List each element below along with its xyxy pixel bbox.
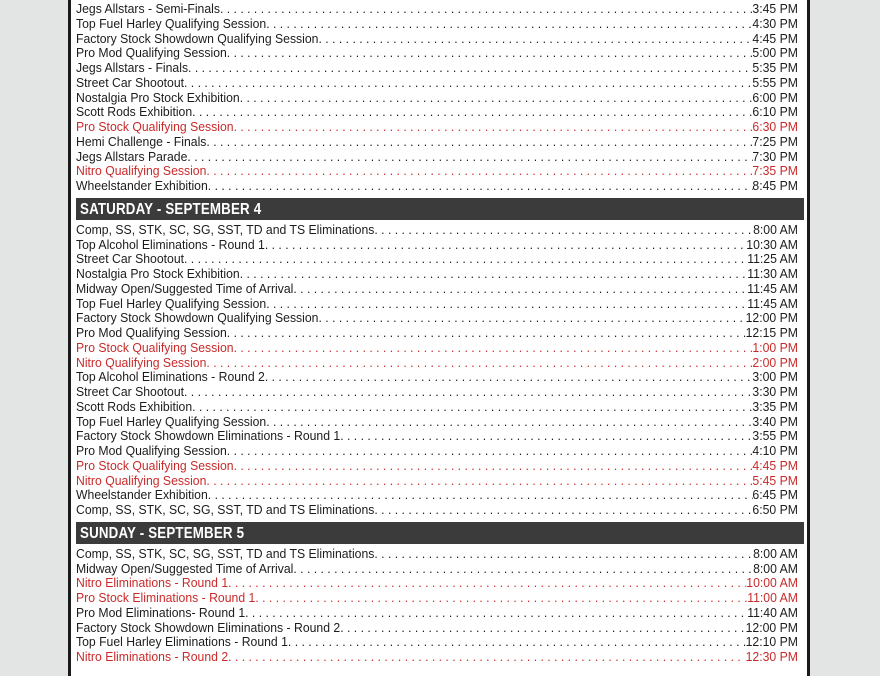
dot-leader xyxy=(266,17,752,32)
schedule-row xyxy=(76,17,798,32)
event-name: Jegs Allstars - Semi-Finals xyxy=(76,2,220,16)
day-header-sunday xyxy=(76,522,804,544)
schedule-row xyxy=(76,282,798,297)
event-name: Comp, SS, STK, SC, SG, SST, TD and TS Eliminations xyxy=(76,503,375,517)
event-time: 11:25 AM xyxy=(747,252,798,267)
event-name: Pro Mod Qualifying Session xyxy=(76,46,227,61)
event-name: Pro Stock Qualifying Session xyxy=(76,340,234,355)
dot-leader xyxy=(318,32,752,47)
event-time: 10:30 AM xyxy=(746,237,798,252)
event-name: Pro Mod Eliminations- Round 1 xyxy=(76,605,246,620)
dot-leader xyxy=(288,635,746,650)
event-name: Nostalgia Pro Stock Exhibition xyxy=(76,267,240,281)
event-name: Wheelstander Exhibition xyxy=(76,488,208,503)
dot-leader xyxy=(192,400,752,415)
event-schedule xyxy=(76,2,804,665)
schedule-row xyxy=(76,252,798,267)
dot-leader xyxy=(240,267,747,282)
schedule-row xyxy=(76,474,798,489)
schedule-row xyxy=(76,429,798,444)
schedule-row xyxy=(76,135,798,150)
event-time: 6:45 PM xyxy=(752,488,798,503)
schedule-row xyxy=(76,591,798,606)
event-name: Jegs Allstars Parade xyxy=(76,149,188,164)
event-time: 3:35 PM xyxy=(752,399,798,414)
event-time: 11:00 AM xyxy=(747,591,798,605)
event-time: 1:00 PM xyxy=(752,340,798,355)
schedule-row xyxy=(76,562,798,577)
schedule-row xyxy=(76,61,798,76)
event-name: Comp, SS, STK, SC, SG, SST, TD and TS Eliminations xyxy=(76,222,375,237)
event-name: Pro Stock Qualifying Session xyxy=(76,120,234,134)
dot-leader xyxy=(234,341,753,356)
event-time: 6:00 PM xyxy=(752,90,798,105)
event-name: Top Fuel Harley Qualifying Session xyxy=(76,414,267,429)
event-name: Street Car Shootout xyxy=(76,385,185,399)
schedule-row xyxy=(76,415,798,430)
schedule-row xyxy=(76,223,798,238)
dot-leader xyxy=(293,282,747,297)
dot-leader xyxy=(184,76,752,91)
friday-event-list xyxy=(76,2,804,194)
event-name: Top Fuel Harley Qualifying Session xyxy=(76,296,267,311)
event-name: Factory Stock Showdown Qualifying Session xyxy=(76,311,319,326)
dot-leader xyxy=(374,503,752,518)
dot-leader xyxy=(318,311,745,326)
event-time: 3:00 PM xyxy=(752,370,798,385)
schedule-row xyxy=(76,105,798,120)
dot-leader xyxy=(206,356,752,371)
dot-leader xyxy=(340,621,745,636)
schedule-row xyxy=(76,606,798,621)
event-name: Scott Rods Exhibition xyxy=(76,105,193,120)
event-name: Jegs Allstars - Finals xyxy=(76,61,189,75)
event-time: 10:00 AM xyxy=(746,576,798,591)
event-time: 11:45 AM xyxy=(747,296,798,311)
dot-leader xyxy=(228,650,745,665)
event-time: 7:30 PM xyxy=(752,149,798,164)
event-name: Nitro Qualifying Session xyxy=(76,473,207,488)
event-name: Comp, SS, STK, SC, SG, SST, TD and TS Eliminations xyxy=(76,546,375,561)
event-time: 8:00 AM xyxy=(753,222,798,237)
event-time: 12:15 PM xyxy=(745,326,798,340)
event-time: 3:30 PM xyxy=(752,385,798,399)
event-name: Top Alcohol Eliminations - Round 2 xyxy=(76,370,265,385)
schedule-row xyxy=(76,444,798,459)
dot-leader xyxy=(206,135,752,150)
event-time: 6:50 PM xyxy=(752,503,798,517)
schedule-row xyxy=(76,488,798,503)
dot-leader xyxy=(187,150,752,165)
day-title: SATURDAY - SEPTEMBER 4 xyxy=(80,200,262,218)
event-time: 3:40 PM xyxy=(752,414,798,429)
event-time: 11:30 AM xyxy=(747,267,798,281)
dot-leader xyxy=(266,297,747,312)
dot-leader xyxy=(293,562,753,577)
event-time: 4:30 PM xyxy=(752,16,798,31)
sunday-event-list xyxy=(76,547,804,665)
event-name: Pro Stock Qualifying Session xyxy=(76,458,234,473)
event-name: Pro Stock Eliminations - Round 1 xyxy=(76,591,256,605)
event-time: 7:35 PM xyxy=(752,164,798,179)
schedule-row xyxy=(76,311,798,326)
event-name: Midway Open/Suggested Time of Arrival xyxy=(76,561,294,576)
event-time: 11:45 AM xyxy=(747,281,798,296)
event-name: Street Car Shootout xyxy=(76,75,185,90)
event-name: Scott Rods Exhibition xyxy=(76,399,193,414)
schedule-row xyxy=(76,459,798,474)
event-time: 4:45 PM xyxy=(752,458,798,473)
dot-leader xyxy=(234,459,753,474)
dot-leader xyxy=(240,91,753,106)
schedule-row xyxy=(76,297,798,312)
dot-leader xyxy=(227,444,753,459)
schedule-row xyxy=(76,503,798,518)
schedule-row xyxy=(76,238,798,253)
event-time: 8:00 AM xyxy=(753,546,798,561)
dot-leader xyxy=(192,105,752,120)
schedule-row xyxy=(76,32,798,47)
event-time: 11:40 AM xyxy=(747,605,798,620)
schedule-row xyxy=(76,267,798,282)
schedule-row xyxy=(76,650,798,665)
schedule-row xyxy=(76,179,798,194)
event-time: 4:10 PM xyxy=(752,444,798,458)
dot-leader xyxy=(340,429,752,444)
event-time: 5:00 PM xyxy=(752,46,798,61)
schedule-row xyxy=(76,385,798,400)
event-time: 12:00 PM xyxy=(745,311,798,326)
event-time: 12:10 PM xyxy=(745,635,798,650)
saturday-event-list xyxy=(76,223,804,518)
event-time: 6:30 PM xyxy=(752,120,798,134)
schedule-row xyxy=(76,635,798,650)
event-name: Nitro Qualifying Session xyxy=(76,355,207,370)
event-name: Factory Stock Showdown Qualifying Session xyxy=(76,31,319,46)
day-header-saturday xyxy=(76,198,804,220)
schedule-row xyxy=(76,356,798,371)
dot-leader xyxy=(208,488,753,503)
dot-leader xyxy=(234,120,753,135)
dot-leader xyxy=(184,385,752,400)
event-name: Nitro Eliminations - Round 2 xyxy=(76,650,229,664)
event-name: Top Fuel Harley Eliminations - Round 1 xyxy=(76,635,288,650)
dot-leader xyxy=(206,474,752,489)
event-time: 8:00 AM xyxy=(753,561,798,576)
event-time: 5:55 PM xyxy=(752,75,798,90)
dot-leader xyxy=(265,370,753,385)
event-time: 3:55 PM xyxy=(752,429,798,444)
dot-leader xyxy=(227,326,746,341)
event-time: 8:45 PM xyxy=(752,179,798,193)
day-title: SUNDAY - SEPTEMBER 5 xyxy=(80,524,245,542)
schedule-row xyxy=(76,46,798,61)
schedule-row xyxy=(76,326,798,341)
event-name: Pro Mod Qualifying Session xyxy=(76,326,227,340)
dot-leader xyxy=(374,547,753,562)
event-name: Nostalgia Pro Stock Exhibition xyxy=(76,90,240,105)
dot-leader xyxy=(374,223,753,238)
event-time: 4:45 PM xyxy=(752,31,798,46)
schedule-row xyxy=(76,576,798,591)
dot-leader xyxy=(245,606,747,621)
dot-leader xyxy=(228,576,746,591)
event-name: Pro Mod Qualifying Session xyxy=(76,444,227,458)
dot-leader xyxy=(220,2,752,17)
event-time: 7:25 PM xyxy=(752,134,798,149)
event-time: 2:00 PM xyxy=(752,355,798,370)
event-name: Hemi Challenge - Finals xyxy=(76,134,207,149)
schedule-row xyxy=(76,621,798,636)
dot-leader xyxy=(227,46,753,61)
dot-leader xyxy=(206,164,752,179)
event-name: Top Fuel Harley Qualifying Session xyxy=(76,16,267,31)
event-time: 5:45 PM xyxy=(752,473,798,488)
dot-leader xyxy=(208,179,753,194)
dot-leader xyxy=(184,252,747,267)
event-time: 6:10 PM xyxy=(752,105,798,120)
schedule-row xyxy=(76,76,798,91)
event-name: Top Alcohol Eliminations - Round 1 xyxy=(76,237,265,252)
event-time: 12:00 PM xyxy=(745,620,798,635)
dot-leader xyxy=(255,591,747,606)
schedule-row xyxy=(76,120,798,135)
schedule-row xyxy=(76,341,798,356)
event-name: Nitro Qualifying Session xyxy=(76,164,207,179)
dot-leader xyxy=(265,238,746,253)
schedule-row xyxy=(76,547,798,562)
event-name: Street Car Shootout xyxy=(76,252,185,267)
schedule-row xyxy=(76,164,798,179)
event-time: 12:30 PM xyxy=(745,650,798,664)
dot-leader xyxy=(266,415,752,430)
schedule-row xyxy=(76,400,798,415)
schedule-row xyxy=(76,150,798,165)
event-time: 3:45 PM xyxy=(752,2,798,16)
event-time: 5:35 PM xyxy=(752,61,798,75)
schedule-row xyxy=(76,2,798,17)
event-name: Wheelstander Exhibition xyxy=(76,179,208,193)
event-name: Midway Open/Suggested Time of Arrival xyxy=(76,281,294,296)
event-name: Nitro Eliminations - Round 1 xyxy=(76,576,229,591)
schedule-row xyxy=(76,370,798,385)
dot-leader xyxy=(188,61,752,76)
event-name: Factory Stock Showdown Eliminations - Round 2 xyxy=(76,620,341,635)
schedule-row xyxy=(76,91,798,106)
event-name: Factory Stock Showdown Eliminations - Round 1 xyxy=(76,429,341,444)
